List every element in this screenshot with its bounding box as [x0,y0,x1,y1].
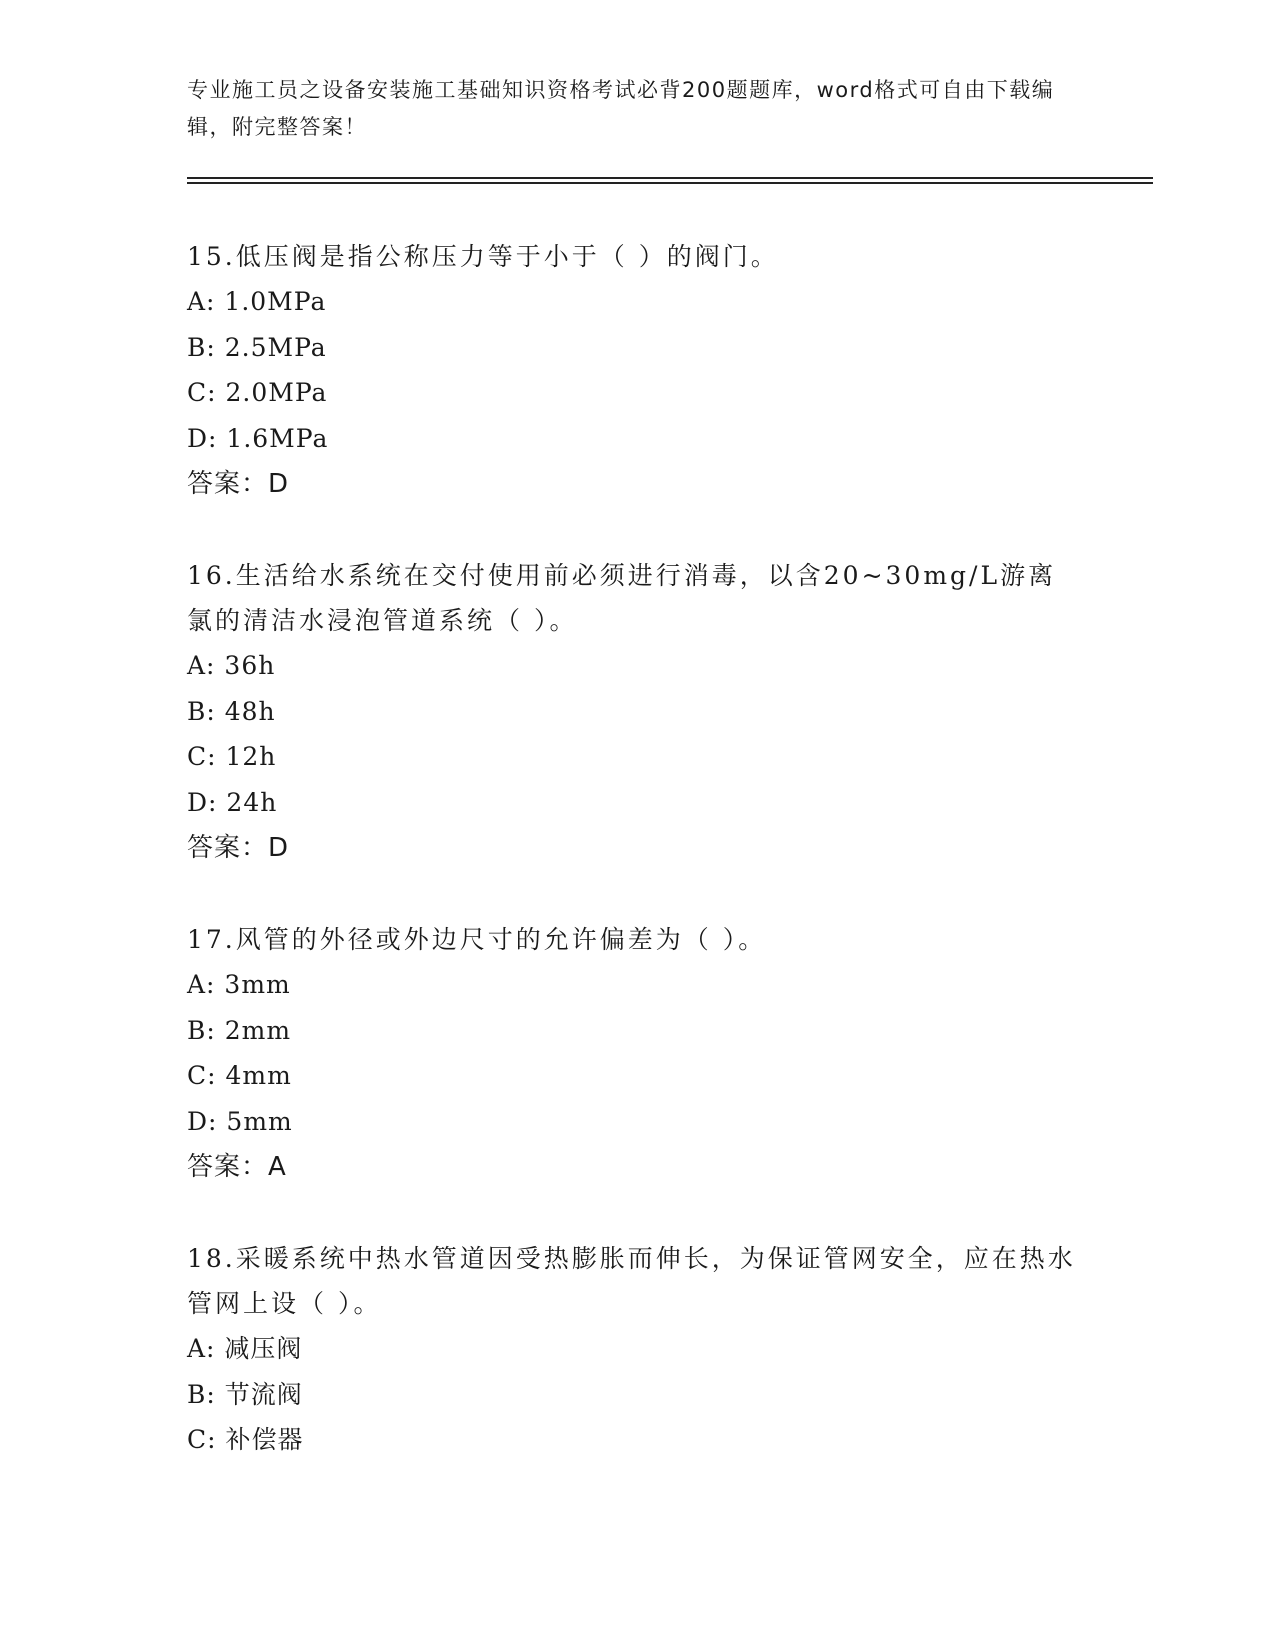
option-d: D: 5mm [187,1106,293,1136]
option-c: C: 12h [187,742,277,771]
header-divider-bottom [187,182,1153,184]
option-b: B: 节流阀 [187,1379,303,1409]
question-16 [187,553,1077,871]
option-a: A: 36h [187,651,276,680]
document-header: 专业施工员之设备安装施工基础知识资格考试必背200题题库，word格式可自由下载编辑，附完整答案！ [187,78,1055,139]
answer: 答案：A [187,1152,287,1182]
question-17 [187,917,1077,1190]
option-d: D: 1.6MPa [187,423,329,453]
option-a: A: 3mm [187,970,291,999]
option-b: B: 2mm [187,1015,292,1045]
option-b: B: 2.5MPa [187,332,327,362]
question-stem: 16.生活给水系统在交付使用前必须进行消毒，以含20~30mg/L游离氯的清洁水浸泡管道系统（ ）。 [187,561,1057,635]
question-stem: 18.采暖系统中热水管道因受热膨胀而伸长，为保证管网安全，应在热水管网上设（ ）。 [187,1244,1076,1318]
question-stem: 17.风管的外径或外边尺寸的允许偏差为（ ）。 [187,925,767,954]
answer: 答案：D [187,833,290,863]
option-d: D: 24h [187,787,278,817]
option-a: A: 1.0MPa [187,287,327,316]
question-18 [187,1236,1077,1463]
answer: 答案：D [187,469,290,499]
option-c: C: 4mm [187,1061,292,1090]
question-stem: 15.低压阀是指公称压力等于小于（ ）的阀门。 [187,242,779,271]
question-15 [187,234,1077,507]
option-b: B: 48h [187,696,276,726]
option-c: C: 2.0MPa [187,378,328,407]
option-c: C: 补偿器 [187,1425,304,1454]
option-a: A: 减压阀 [187,1334,303,1363]
header-divider-top [187,177,1153,179]
